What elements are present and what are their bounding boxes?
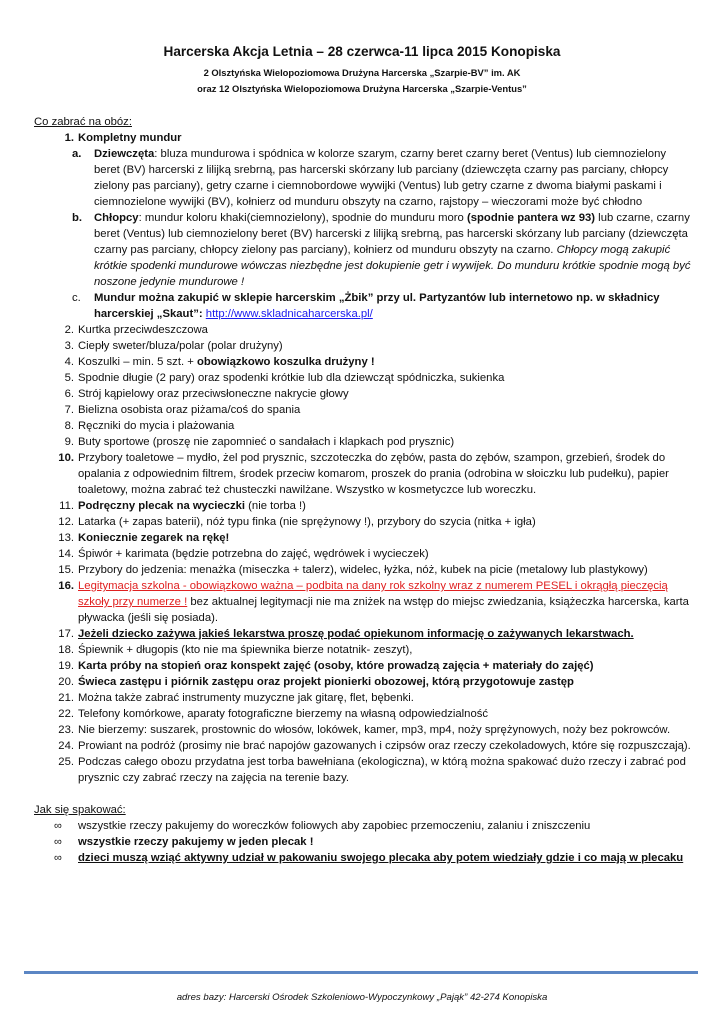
footer-address: adres bazy: Harcerski Ośrodek Szkoleniowo-Wypoczynkowy „Pająk” 42-274 Konopiska xyxy=(176,992,548,1003)
howto-list xyxy=(34,818,694,866)
list-item xyxy=(34,450,694,498)
item-red-text: Legitymacja szkolna - obowiązkowo ważna – podbita na dany rok szkolny wraz z numerem PESEL i okrągłą pieczęcią szkoły przy numerze ! xyxy=(78,580,668,608)
list-number: 5. xyxy=(64,372,74,384)
infinity-bullet-icon: ∞ xyxy=(54,820,62,832)
subtitle-troop-2: oraz 12 Olsztyńska Wielopoziomowa Drużyna Harcerska „Szarpie-Ventus” xyxy=(197,83,527,94)
list-item xyxy=(34,418,694,434)
uniform-label: Kompletny mundur xyxy=(78,132,182,144)
boys-bold: (spodnie pantera wz 93) xyxy=(466,212,596,224)
list-item xyxy=(34,674,694,690)
item-text: Śpiwór + karimata (będzie potrzebna do zajęć, wędrówek i wycieczek) xyxy=(78,548,429,560)
list-number: 1. xyxy=(64,132,74,144)
item-text: Spodnie długie (2 pary) oraz spodenki krótkie lub dla dziewcząt spódniczka, sukienka xyxy=(78,372,505,384)
list-number: 4. xyxy=(64,356,74,368)
item-bold-text: Podręczny plecak na wycieczki xyxy=(78,500,246,512)
item-text: (nie torba !) xyxy=(245,500,306,512)
list-number: 6. xyxy=(64,388,74,400)
infinity-bullet-icon: ∞ xyxy=(54,852,62,864)
list-item xyxy=(34,754,694,786)
boys-italic-note: Chłopcy mogą zakupić krótkie spodenki mundurowe wówczas niezbędne jest dokupienie getr i wywijek. Do munduru krótkie spodnie mogą być noszone jedynie mundurowe ! xyxy=(94,244,691,288)
howto-bullet xyxy=(34,834,694,850)
list-item xyxy=(34,322,694,338)
list-item xyxy=(34,626,694,642)
list-number: 19. xyxy=(58,660,74,672)
sub-item-girls xyxy=(34,146,694,210)
boys-text-2: lub czarne, czarny beret (Ventus) lub ciemnozielony beret (BV) harcerski z lilijką srebrną, pas harcerski skórzany lub parciany (dziewczęta czarny pas parciany, chłopcy zielony pas parciany), kołnierz od munduru obszyty na czarno. xyxy=(94,212,690,256)
list-item xyxy=(34,658,694,674)
list-item xyxy=(34,498,694,514)
list-number: 21. xyxy=(58,692,74,704)
list-item xyxy=(34,706,694,722)
list-item xyxy=(34,354,694,370)
girls-text: : bluza mundurowa i spódnica w kolorze szarym, czarny beret czarny beret (Ventus) lub ciemnozielony beret (BV) harcerski z lilijką srebrną, pas harcerski skórzany lub parciany (dziewczęta czarny pas parciany, chłopcy zielony pas parciany), getry czarne i ciemnobordowe wywijki (Ventus) lub getry czarne z dwoma białymi paskami i ciemnozielone wywijki (BV), kołnierz od munduru obszyty na czarno, rajstopy – wieczorami może być chłodno xyxy=(94,148,669,208)
item-text: Buty sportowe (proszę nie zapomnieć o sandałach i klapkach pod prysznic) xyxy=(78,436,455,448)
list-number: 18. xyxy=(58,644,74,656)
item-bold-text: Świeca zastępu i piórnik zastępu oraz projekt pionierki obozowej, którą przygotowuje zastęp xyxy=(78,676,574,688)
subtitle-troop-1: 2 Olsztyńska Wielopoziomowa Drużyna Harcerska „Szarpie-BV” im. AK xyxy=(203,67,521,78)
list-item xyxy=(34,690,694,706)
item-text: Podczas całego obozu przydatna jest torba bawełniana (ekologiczna), w którą można spakować dużo rzeczy i zabrać pod prysznic czy zabrać rzeczy na zajęcia na terenie bazy. xyxy=(78,756,686,784)
list-item xyxy=(34,738,694,754)
item-bold-text: Karta próby na stopień oraz konspekt zajęć (osoby, które prowadzą zajęcia + materiały do zajęć) xyxy=(78,660,594,672)
list-item xyxy=(34,562,694,578)
item-text: Przybory toaletowe – mydło, żel pod prysznic, szczoteczka do zębów, pasta do zębów, szampon, grzebień, środek do opalania z odpowiednim filtrem, środek przeciw komarom, proszek do prania (odrobina w słoiczku lub pudełku), papier toaletowy, można zabrać też chusteczki nawilżane. Wszystko w kosmetyczce lub woreczku. xyxy=(78,452,669,496)
list-number: 23. xyxy=(58,724,74,736)
list-number: 11. xyxy=(59,500,74,512)
packing-heading: Co zabrać na obóz: xyxy=(34,116,132,128)
list-item xyxy=(34,338,694,354)
item-text: Ręczniki do mycia i plażowania xyxy=(78,420,235,432)
item-text: bez aktualnej legitymacji nie ma zniżek na wstęp do miejsc zwiedzania, książeczka harcerska, karta pływacka (jeśli się posiada). xyxy=(78,596,689,624)
sub-letter: a. xyxy=(72,148,82,160)
list-number: 12. xyxy=(58,516,74,528)
list-number: 9. xyxy=(64,436,74,448)
list-number: 25. xyxy=(58,756,74,768)
list-item xyxy=(34,370,694,386)
document-content xyxy=(34,114,694,866)
item-text: Śpiewnik + długopis (kto nie ma śpiewnika bierze notatnik- zeszyt), xyxy=(78,644,413,656)
list-item xyxy=(34,642,694,658)
shop-link[interactable]: http://www.skladnicaharcerska.pl/ xyxy=(205,308,373,320)
list-item xyxy=(34,546,694,562)
sub-item-boys xyxy=(34,210,694,290)
howto-bullet xyxy=(34,818,694,834)
item-text: Nie bierzemy: suszarek, prostownic do włosów, lokówek, kamer, mp3, mp4, noży sprężynowych, noży bez pokrowców. xyxy=(78,724,671,736)
list-number: 14. xyxy=(58,548,74,560)
list-item xyxy=(34,530,694,546)
packing-list xyxy=(34,322,694,786)
list-number: 24. xyxy=(58,740,74,752)
list-number: 2. xyxy=(64,324,74,336)
infinity-bullet-icon: ∞ xyxy=(54,836,62,848)
list-number: 13. xyxy=(58,532,74,544)
list-item xyxy=(34,434,694,450)
item-bold-text: obowiązkowo koszulka drużyny ! xyxy=(196,356,375,368)
item-text: Latarka (+ zapas baterii), nóż typu finka (nie sprężynowy !), przybory do szycia (nitka + igła) xyxy=(78,516,536,528)
sub-letter: b. xyxy=(72,212,83,224)
bullet-boldul: dzieci muszą wziąć aktywny udział w pakowaniu swojego plecaka aby potem wiedziały gdzie i co mają w plecaku xyxy=(78,852,684,864)
spacer xyxy=(34,786,694,802)
boys-lead: Chłopcy xyxy=(94,212,139,224)
bullet-text: wszystkie rzeczy pakujemy do woreczków foliowych aby zapobiec przemoczeniu, zalaniu i zniszczeniu xyxy=(78,820,591,832)
item-text: Kurtka przeciwdeszczowa xyxy=(78,324,208,336)
list-number: 8. xyxy=(64,420,74,432)
list-item xyxy=(34,402,694,418)
item-bold-underlined-text: Jeżeli dziecko zażywa jakieś lekarstwa proszę podać opiekunom informację o zażywanych lekarstwach. xyxy=(78,628,634,640)
boys-text-1: : mundur koloru khaki(ciemnozielony), spodnie do munduru moro xyxy=(138,212,467,224)
item-text: Prowiant na podróż (prosimy nie brać napojów gazowanych i czipsów oraz rzeczy czekoladowych, które się rozpuszczają). xyxy=(78,740,691,752)
list-item xyxy=(34,578,694,626)
item-text: Bielizna osobista oraz piżama/coś do spania xyxy=(78,404,301,416)
sub-item-purchase xyxy=(34,290,694,322)
item-text: Telefony komórkowe, aparaty fotograficzne bierzemy na własną odpowiedzialność xyxy=(78,708,489,720)
item-text: Koszulki – min. 5 szt. + xyxy=(78,356,197,368)
howto-heading: Jak się spakować: xyxy=(34,804,126,816)
list-item xyxy=(34,386,694,402)
list-item xyxy=(34,514,694,530)
howto-bullet xyxy=(34,850,694,866)
list-number: 7. xyxy=(64,404,74,416)
list-number: 16. xyxy=(58,580,74,592)
item-text: Ciepły sweter/bluza/polar (polar drużyny) xyxy=(78,340,283,352)
item-text: Przybory do jedzenia: menażka (miseczka + talerz), widelec, łyżka, nóż, kubek na picie (metalowy lub plastykowy) xyxy=(78,564,648,576)
item-text: Można także zabrać instrumenty muzyczne jak gitarę, flet, bębenki. xyxy=(78,692,414,704)
girls-lead: Dziewczęta xyxy=(94,148,155,160)
purchase-text: Mundur można zakupić w sklepie harcerskim „Żbik” przy ul. Partyzantów lub internetowo np. w składnicy harcerskiej „Skaut”: xyxy=(94,292,660,320)
footer-rule xyxy=(24,971,698,974)
list-number: 17. xyxy=(58,628,74,640)
bullet-bold: wszystkie rzeczy pakujemy w jeden plecak ! xyxy=(78,836,314,848)
sub-letter: c. xyxy=(72,292,81,304)
item-text: Strój kąpielowy oraz przeciwsłoneczne nakrycie głowy xyxy=(78,388,349,400)
list-item-1 xyxy=(34,130,694,146)
list-number: 15. xyxy=(58,564,74,576)
list-item xyxy=(34,722,694,738)
list-number: 20. xyxy=(58,676,74,688)
list-number: 10. xyxy=(58,452,74,464)
document-title: Harcerska Akcja Letnia – 28 czerwca-11 lipca 2015 Konopiska xyxy=(163,44,561,59)
list-number: 22. xyxy=(58,708,74,720)
item-bold-text: Koniecznie zegarek na rękę! xyxy=(78,532,230,544)
list-number: 3. xyxy=(64,340,74,352)
